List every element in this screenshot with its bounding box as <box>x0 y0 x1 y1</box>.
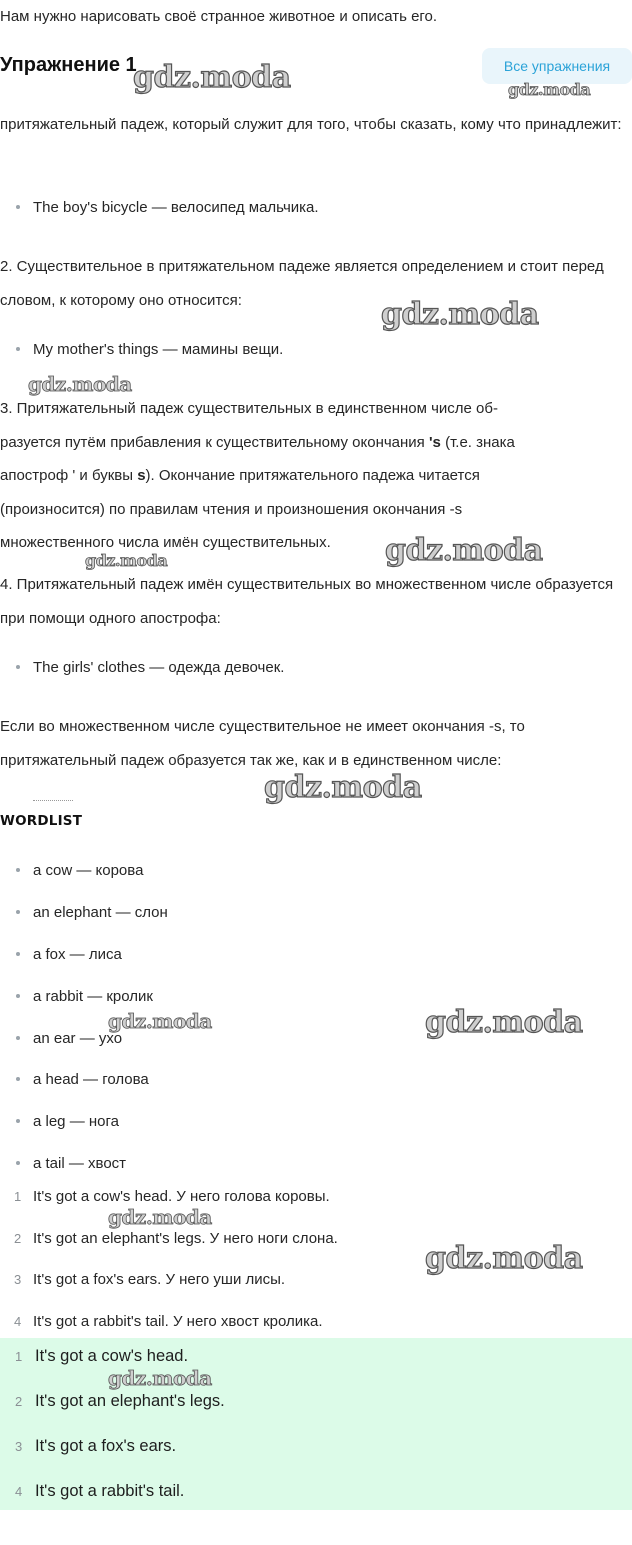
bullet-icon <box>16 1119 20 1123</box>
rule-paragraph-3-text: (т.е. знака <box>440 433 515 451</box>
wordlist-item-text: a leg — нога <box>33 1113 119 1130</box>
wordlist-item <box>0 1071 149 1088</box>
rule-paragraph-3-text: ). Окончание притяжательного падежа читается <box>145 467 480 484</box>
bullet-icon <box>16 994 20 998</box>
watermark-logo: gdz.moda <box>508 80 591 99</box>
rule-paragraph-1: притяжательный падеж, который служит для того, чтобы сказать, кому что принадлежит: <box>0 116 622 133</box>
answer-text: It's got a rabbit's tail. <box>35 1482 185 1500</box>
bullet-icon <box>16 347 20 351</box>
wordlist-item <box>0 1030 122 1047</box>
watermark-logo: gdz.moda <box>133 60 291 95</box>
wordlist-item <box>0 946 122 963</box>
rule-example-3-text: The girls' clothes — одежда девочек. <box>33 659 285 676</box>
rule-example-1-text: The boy's bicycle — велосипед мальчика. <box>33 199 319 216</box>
rule-paragraph-2: 2. Существительное в притяжательном падеже является определением и стоит перед словом, к которому оно относится: <box>0 258 604 309</box>
intro-text: Нам нужно нарисовать своё странное животное и описать его. <box>0 8 438 25</box>
answer-text: It's got an elephant's legs. <box>35 1392 225 1410</box>
rule-example-3 <box>0 659 284 676</box>
sentence-text: It's got an elephant's legs. У него ноги слона. <box>33 1230 338 1247</box>
sentence-text: It's got a rabbit's tail. У него хвост кролика. <box>33 1313 323 1330</box>
rule-example-1 <box>0 199 319 216</box>
wordlist-item <box>0 1113 119 1130</box>
answer-number: 2 <box>15 1394 23 1409</box>
watermark-logo: gdz.moda <box>85 551 168 570</box>
exercise-title: Упражнение 1 <box>0 54 137 76</box>
sentence-row <box>0 1313 323 1330</box>
wordlist-item-text: a rabbit — кролик <box>33 988 153 1005</box>
bullet-icon <box>16 1161 20 1165</box>
bullet-icon <box>16 868 20 872</box>
all-exercises-button[interactable]: Все упражнения <box>482 48 632 84</box>
watermark-logo: gdz.moda <box>425 1005 583 1040</box>
sentence-row <box>0 1271 285 1288</box>
wordlist-item-text: a cow — корова <box>33 862 144 879</box>
wordlist-item-text: a fox — лиса <box>33 946 122 963</box>
answer-row <box>0 1437 176 1456</box>
bullet-icon <box>16 1077 20 1081</box>
rule-paragraph-3-line-3 <box>0 459 625 493</box>
watermark-logo: gdz.moda <box>385 533 543 568</box>
rule-paragraph-3-line-2 <box>0 426 625 460</box>
bullet-icon <box>16 665 20 669</box>
wordlist-item-text: an elephant — слон <box>33 904 168 921</box>
rule-paragraph-3-line-5: множественного числа имён существительных. <box>0 534 331 551</box>
rule-paragraph-3-ending: 's <box>428 433 441 451</box>
bullet-icon <box>16 952 20 956</box>
sentence-number: 3 <box>14 1272 22 1287</box>
rule-paragraph-3-line-1: 3. Притяжательный падеж существительных в единственном числе об- <box>0 400 498 417</box>
answer-row <box>0 1482 184 1501</box>
wordlist-item <box>0 988 153 1005</box>
wordlist-item-text: a head — голова <box>33 1071 149 1088</box>
answer-number: 1 <box>15 1349 23 1364</box>
rule-paragraph-5: Если во множественном числе существительное не имеет окончания -s, то притяжательный падеж образуется так же, как и в единственном числе: <box>0 718 525 769</box>
watermark-logo: gdz.moda <box>108 1009 212 1033</box>
watermark-logo: gdz.moda <box>381 297 539 332</box>
watermark-logo: gdz.moda <box>108 1205 212 1229</box>
sentence-number: 4 <box>14 1314 22 1329</box>
wordlist-item-text: a tail — хвост <box>33 1155 127 1172</box>
watermark-logo: gdz.moda <box>264 770 422 805</box>
answer-text: It's got a cow's head. <box>35 1347 189 1365</box>
rule-paragraph-3-letter: s <box>137 467 146 484</box>
wordlist-item <box>0 904 168 921</box>
rule-paragraph-4: 4. Притяжательный падеж имён существительных во множественном числе образуется при помощи одного апострофа: <box>0 576 614 627</box>
answer-text: It's got a fox's ears. <box>35 1437 177 1455</box>
sentence-row <box>0 1188 330 1205</box>
watermark-logo: gdz.moda <box>108 1366 212 1390</box>
collapsed-content-edge <box>0 796 200 808</box>
wordlist-item-text: an ear — ухо <box>33 1030 123 1047</box>
sentence-number: 2 <box>14 1231 22 1246</box>
rule-paragraph-3-text: апостроф ' и буквы <box>0 467 138 484</box>
rule-paragraph-3-text: разуется путём прибавления к существительному окончания <box>0 433 429 451</box>
bullet-icon <box>16 205 20 209</box>
watermark-logo: gdz.moda <box>425 1241 583 1276</box>
wordlist-item <box>0 1155 126 1172</box>
answer-row <box>0 1392 225 1411</box>
rule-example-2-text: My mother's things — мамины вещи. <box>33 341 284 358</box>
bullet-icon <box>16 1036 20 1040</box>
wordlist-item <box>0 862 143 879</box>
rule-example-2 <box>0 341 283 358</box>
bullet-icon <box>16 910 20 914</box>
sentence-text: It's got a fox's ears. У него уши лисы. <box>33 1271 286 1288</box>
sentence-row <box>0 1230 338 1247</box>
wordlist-heading: WORDLIST <box>0 813 83 829</box>
sentence-text: It's got a cow's head. У него голова коровы. <box>33 1188 330 1205</box>
answer-number: 4 <box>15 1484 23 1499</box>
answer-number: 3 <box>15 1439 23 1454</box>
sentence-number: 1 <box>14 1189 22 1204</box>
rule-paragraph-3-line-4: (произносится) по правилам чтения и произношения окончания -s <box>0 500 463 518</box>
answer-row <box>0 1347 188 1366</box>
watermark-logo: gdz.moda <box>28 372 132 396</box>
